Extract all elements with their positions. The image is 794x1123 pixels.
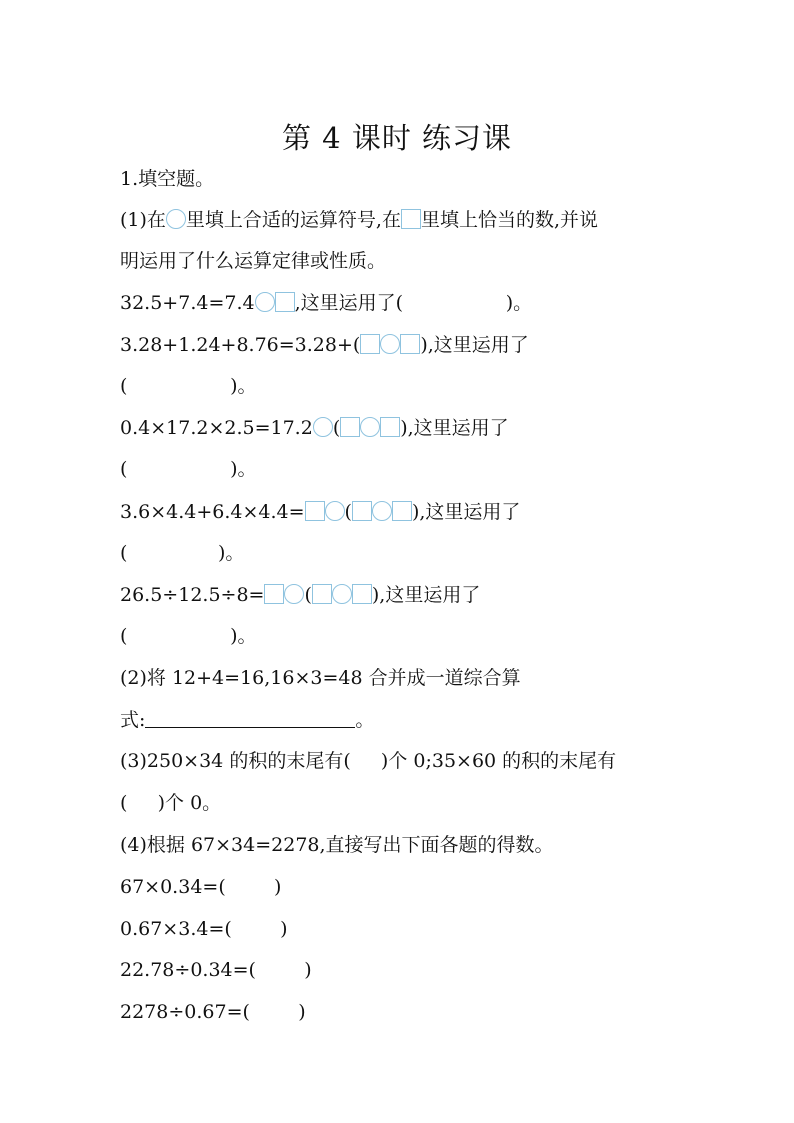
q1-p4-item: 2278÷0.67=( )	[120, 1001, 306, 1023]
q1-p1-row3-answer: ( )。	[120, 458, 257, 480]
q1-p1-row2-answer: ( )。	[120, 375, 257, 397]
q1-p1-row1: 32.5+7.4=7.4 ,这里运用了( )。	[120, 292, 533, 314]
circle-blank-icon	[380, 334, 400, 354]
square-blank-icon	[352, 584, 372, 604]
circle-blank-icon	[284, 584, 304, 604]
circle-blank-icon	[313, 417, 333, 437]
q1-p1-intro: (1)在 里填上合适的运算符号,在 里填上恰当的数,并说	[120, 209, 599, 231]
q1-p4-item: 22.78÷0.34=( )	[120, 959, 312, 981]
circle-blank-icon	[166, 209, 186, 229]
circle-blank-icon	[372, 501, 392, 521]
q1-p1-row5: 26.5÷12.5÷8= ( ),这里运用了	[120, 584, 481, 606]
square-blank-icon	[340, 417, 360, 437]
q1-p4-item: 67×0.34=( )	[120, 876, 282, 898]
square-blank-icon	[275, 292, 295, 312]
circle-blank-icon	[332, 584, 352, 604]
circle-blank-icon	[325, 501, 345, 521]
circle-blank-icon	[255, 292, 275, 312]
q1-p2-line2: 式: 。	[120, 709, 375, 731]
q1-p3-line2: ( )个 0。	[120, 792, 222, 814]
square-blank-icon	[264, 584, 284, 604]
q1-p1-intro-line2: 明运用了什么运算定律或性质。	[120, 250, 387, 272]
circle-blank-icon	[360, 417, 380, 437]
square-blank-icon	[380, 417, 400, 437]
q1-p4-intro: (4)根据 67×34=2278,直接写出下面各题的得数。	[120, 834, 554, 856]
square-blank-icon	[312, 584, 332, 604]
square-blank-icon	[360, 334, 380, 354]
square-blank-icon	[392, 501, 412, 521]
page-title: 第 4 课时 练习课	[281, 121, 513, 155]
square-blank-icon	[305, 501, 325, 521]
q1-p1-row2: 3.28+1.24+8.76=3.28+( ),这里运用了	[120, 334, 529, 356]
q1-p4-item: 0.67×3.4=( )	[120, 918, 288, 940]
square-blank-icon	[401, 209, 421, 229]
q1-p3-line1: (3)250×34 的积的末尾有( )个 0;35×60 的积的末尾有	[120, 750, 617, 772]
q1-p1-row3: 0.4×17.2×2.5=17.2 ( ),这里运用了	[120, 417, 509, 439]
q1-p1-row4-answer: ( )。	[120, 542, 245, 564]
answer-blank-line	[145, 709, 355, 728]
q1-heading: 1.填空题。	[120, 168, 215, 190]
q1-p1-row5-answer: ( )。	[120, 625, 257, 647]
q1-p1-row4: 3.6×4.4+6.4×4.4= ( ),这里运用了	[120, 501, 521, 523]
q1-p2-line1: (2)将 12+4=16,16×3=48 合并成一道综合算	[120, 667, 521, 689]
square-blank-icon	[352, 501, 372, 521]
square-blank-icon	[400, 334, 420, 354]
